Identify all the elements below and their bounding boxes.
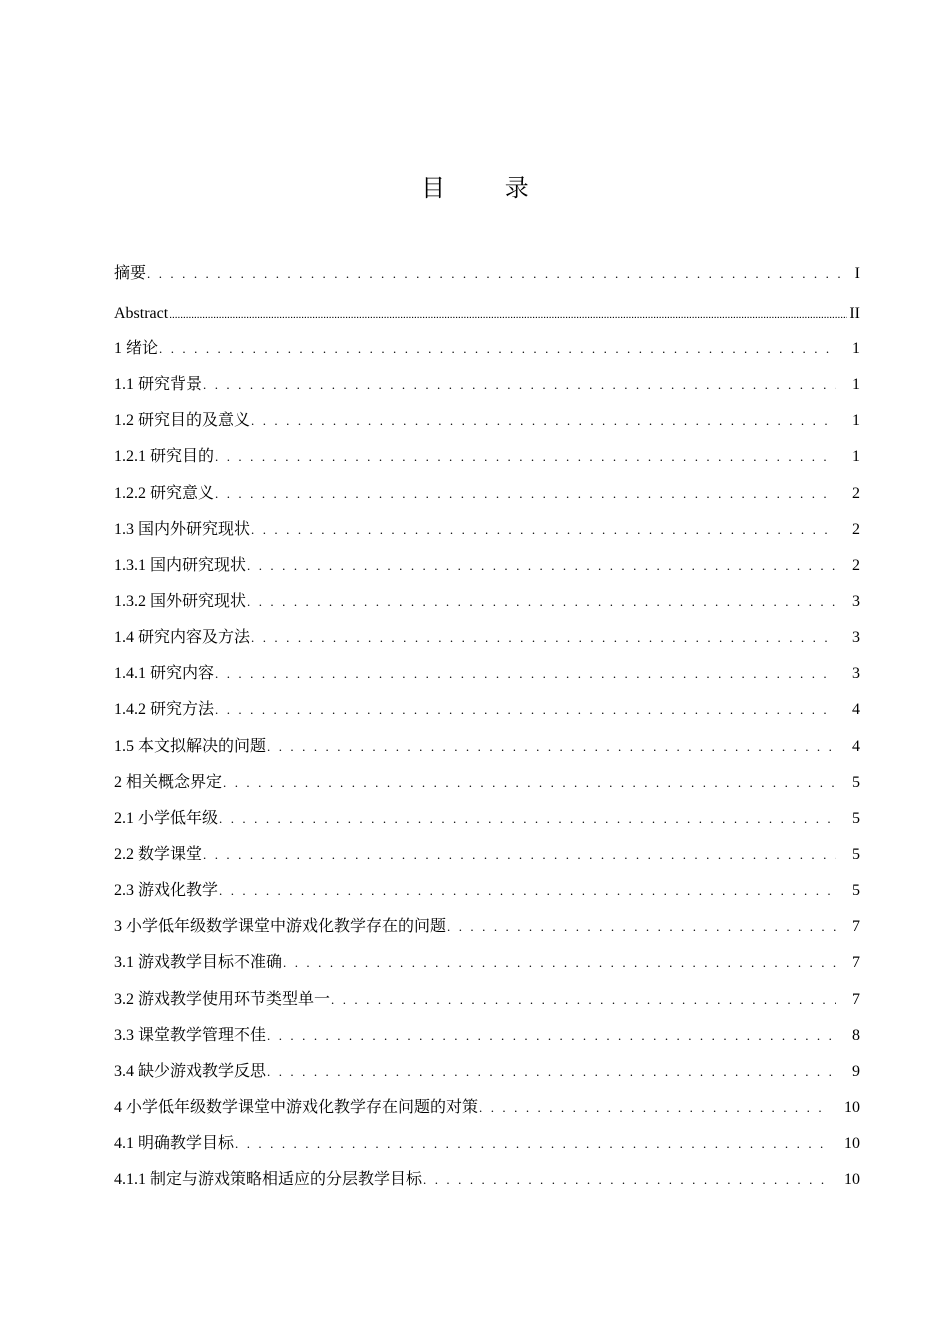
toc-entry-label: 1.2.1 研究目的 [114,448,215,466]
toc-dot-leader [283,951,836,975]
toc-entry-page-number: 4 [852,701,860,719]
toc-entry[interactable] [114,1168,860,1204]
toc-dot-leader [251,518,836,542]
toc-entry[interactable] [114,262,860,302]
toc-entry-label: 1.2.2 研究意义 [114,484,215,502]
toc-dot-leader [159,337,836,361]
toc-entry-label: 1.4.1 研究内容 [114,665,215,683]
toc-entry[interactable] [114,1060,860,1096]
toc-entry-label: 4.1 明确教学目标 [114,1135,235,1153]
toc-entry[interactable] [114,1132,860,1168]
toc-dot-leader [169,303,847,327]
toc-entry-page-number: 1 [852,412,860,430]
toc-entry-page-number: 10 [844,1135,860,1153]
toc-entry-page-number: II [849,305,860,322]
toc-entry[interactable] [114,698,860,734]
toc-entry-label: 1 绪论 [114,340,159,357]
toc-entry[interactable] [114,662,860,698]
toc-entry-page-number: 1 [852,376,860,394]
toc-entry-label: 3.2 游戏教学使用环节类型单一 [114,990,331,1008]
toc-entry-label: 2.2 数学课堂 [114,845,203,863]
toc-entry-label: 1.3 国内外研究现状 [114,520,251,538]
toc-entry-page-number: 10 [844,1098,860,1116]
toc-entry-page-number: 10 [844,1171,860,1189]
toc-entry[interactable] [114,807,860,843]
toc-dot-leader [447,915,836,939]
toc-entry[interactable] [114,843,860,879]
toc-entry-label: 2.3 游戏化教学 [114,882,219,900]
toc-entry[interactable] [114,735,860,771]
toc-entry-label: 3.4 缺少游戏教学反思 [114,1062,267,1080]
toc-entry-label: 1.4 研究内容及方法 [114,629,251,647]
toc-entry-page-number: 9 [852,1062,860,1080]
toc-dot-leader [267,1060,836,1084]
toc-entry-label: 3 小学低年级数学课堂中游戏化教学存在的问题 [114,918,447,936]
toc-entry[interactable] [114,518,860,554]
toc-dot-leader [215,482,836,506]
toc-dot-leader [247,554,836,578]
toc-dot-leader [251,409,836,433]
toc-entry-page-number: 1 [852,340,860,357]
toc-entry-page-number: 8 [852,1026,860,1044]
toc-title: 目 录 [421,174,555,202]
toc-entry-page-number: 1 [852,448,860,466]
toc-entry[interactable] [114,1024,860,1060]
toc-entry[interactable] [114,1096,860,1132]
toc-entry-label: 1.3.1 国内研究现状 [114,556,247,574]
toc-dot-leader [423,1168,830,1192]
toc-dot-leader [223,771,836,795]
toc-dot-leader [331,988,836,1012]
toc-entry[interactable] [114,445,860,481]
toc-entry[interactable] [114,482,860,518]
toc-entry-label: 1.5 本文拟解决的问题 [114,737,267,755]
toc-entry-label: 摘要 [114,265,147,282]
toc-dot-leader [479,1096,830,1120]
toc-entry[interactable] [114,626,860,662]
toc-entry[interactable] [114,409,860,445]
toc-entry-page-number: I [854,265,860,282]
toc-entry-page-number: 7 [852,954,860,972]
toc-entry-label: 4.1.1 制定与游戏策略相适应的分层教学目标 [114,1171,423,1189]
toc-entry[interactable] [114,951,860,987]
toc-entry-label: 1.2 研究目的及意义 [114,412,251,430]
toc-dot-leader [219,807,836,831]
toc-entry[interactable] [114,337,860,373]
toc-dot-leader [215,698,836,722]
toc-entry-page-number: 3 [852,629,860,647]
toc-entry-label: 2.1 小学低年级 [114,809,219,827]
toc-entry-page-number: 2 [852,484,860,502]
toc-dot-leader [215,662,836,686]
toc-entry-page-number: 4 [852,737,860,755]
toc-entry-label: 3.3 课堂教学管理不佳 [114,1026,267,1044]
toc-entry-page-number: 5 [852,845,860,863]
toc-dot-leader [267,735,836,759]
toc-entry-page-number: 2 [852,520,860,538]
toc-entry[interactable] [114,879,860,915]
toc-entry-label: 4 小学低年级数学课堂中游戏化教学存在问题的对策 [114,1098,479,1116]
toc-list [114,262,860,1204]
toc-entry-label: 3.1 游戏教学目标不准确 [114,954,283,972]
toc-entry-page-number: 5 [852,882,860,900]
toc-entry[interactable] [114,988,860,1024]
toc-dot-leader [215,445,836,469]
toc-entry[interactable] [114,590,860,626]
toc-entry[interactable] [114,302,860,337]
toc-entry-page-number: 7 [852,918,860,936]
toc-dot-leader [203,373,836,397]
toc-entry[interactable] [114,554,860,590]
toc-entry-page-number: 7 [852,990,860,1008]
toc-entry-page-number: 3 [852,665,860,683]
toc-dot-leader [235,1132,830,1156]
toc-dot-leader [219,879,836,903]
toc-entry[interactable] [114,915,860,951]
toc-entry-label: 1.1 研究背景 [114,376,203,394]
toc-entry-page-number: 3 [852,592,860,610]
toc-entry-label: 1.3.2 国外研究现状 [114,592,247,610]
toc-dot-leader [267,1024,836,1048]
toc-dot-leader [251,626,836,650]
toc-entry-label: 2 相关概念界定 [114,773,223,791]
toc-entry-page-number: 5 [852,809,860,827]
toc-dot-leader [203,843,836,867]
toc-entry[interactable] [114,373,860,409]
toc-entry-label: 1.4.2 研究方法 [114,701,215,719]
toc-entry[interactable] [114,771,860,807]
toc-entry-label: Abstract [114,305,169,322]
toc-dot-leader [247,590,836,614]
toc-entry-page-number: 5 [852,773,860,791]
toc-dot-leader [147,262,848,286]
toc-entry-page-number: 2 [852,556,860,574]
